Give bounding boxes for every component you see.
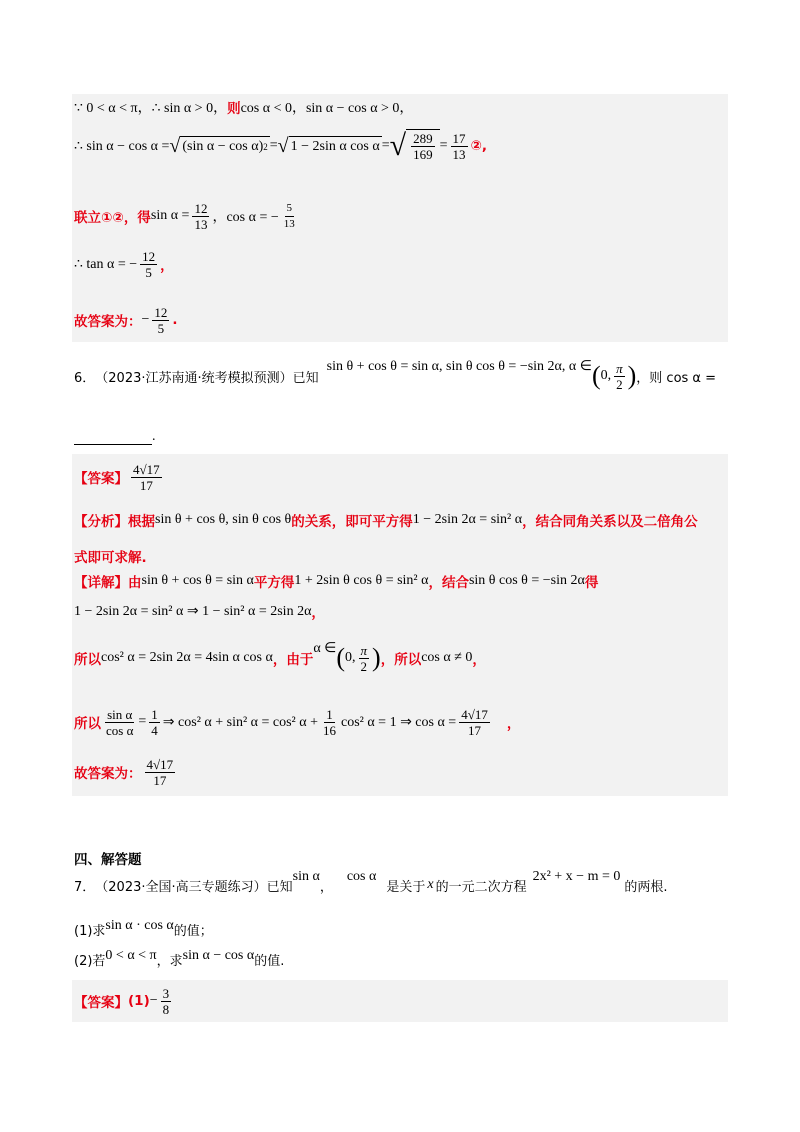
math-text: −: [141, 312, 150, 327]
denominator: 169: [413, 147, 433, 162]
denominator: 13: [452, 146, 466, 162]
paren: (: [336, 643, 346, 672]
analysis-line-1: [74, 508, 698, 532]
answer-label: 故答案为：: [74, 314, 142, 330]
math-text: .: [152, 429, 156, 444]
math-text: cos α ≠ 0: [421, 650, 473, 665]
answer-line-q7: [74, 982, 174, 1020]
math-text: cos² α = 2sin 2α = 4sin α cos α: [101, 650, 273, 665]
math-text: (sin α − cos α): [182, 138, 264, 154]
numerator: 4√17: [146, 756, 174, 772]
red-text: 式即可求解.: [74, 550, 147, 566]
q7-part-1: [74, 918, 213, 940]
math-text: 0,: [345, 650, 356, 665]
detail-line-1: [74, 570, 598, 592]
answer-line-top: [74, 302, 178, 338]
math-text: cos α < 0，sin α − cos α > 0，: [240, 101, 414, 116]
denominator: 13: [194, 216, 208, 232]
paren: (: [591, 361, 601, 390]
answer-blank-line: [74, 428, 156, 446]
math-text: sin θ + cos θ = sin α: [141, 573, 254, 588]
red-text: .: [172, 312, 178, 328]
math-text: ∵ 0 < α < π，∴ sin α > 0，: [74, 101, 228, 116]
math-text: sin θ + cos θ, sin θ cos θ: [155, 512, 292, 527]
detail-line-2: [74, 600, 325, 622]
question-6: [74, 356, 716, 396]
red-text: 由: [128, 575, 142, 591]
numerator: 4√17: [133, 461, 160, 477]
math-text: 1 − 2sin 2α = sin² α: [412, 512, 523, 527]
math-text: =: [269, 138, 278, 153]
analysis-label: 【分析】: [74, 514, 128, 530]
denominator: 4: [151, 722, 158, 738]
red-text: ，结合: [428, 575, 469, 591]
answer-label: 【答案】: [74, 471, 128, 487]
numerator: 3: [162, 985, 170, 1001]
question-text: (2)若: [74, 953, 106, 969]
question-text: (1)求: [74, 923, 106, 939]
answer-label: 【答案】: [74, 995, 128, 1011]
numerator: 12: [142, 248, 156, 264]
denominator: 5: [145, 264, 152, 280]
red-text: ，: [311, 605, 325, 621]
numerator: π: [360, 642, 368, 658]
numerator: 1: [326, 706, 333, 722]
denominator: cos α: [106, 722, 134, 738]
numerator: 5: [285, 201, 295, 217]
question-text: 的值.: [254, 953, 285, 969]
math-text: sin θ cos θ = −sin 2α: [468, 573, 585, 588]
math-text: sin α − cos α: [182, 948, 255, 963]
math-text: 1 + 2sin θ cos θ = sin² α: [294, 573, 429, 588]
question-text: ，求: [156, 953, 183, 969]
numerator: 289: [413, 131, 433, 146]
question-7: [74, 868, 668, 902]
math-text: sin θ + cos θ = sin α, sin θ cos θ = −sin 2α, α ∈: [326, 358, 592, 374]
question-source: （2023·全国·高三专题练习）已知: [95, 879, 293, 895]
denominator: 5: [157, 320, 165, 336]
solution-block-q6: [72, 454, 728, 796]
red-text: 所以: [74, 716, 101, 732]
paren: ): [372, 643, 381, 672]
red-text: ，: [160, 258, 174, 274]
denominator: 16: [322, 722, 336, 738]
answer-blank: [74, 430, 152, 445]
question-text: ，: [319, 879, 333, 895]
math-text: 1 − 2sin α cos α: [289, 136, 382, 156]
math-text: α ∈: [313, 640, 337, 656]
math-text: sin α: [292, 869, 320, 884]
solution-line-2: [74, 124, 487, 168]
red-text: ，: [506, 716, 521, 732]
math-text: ，cos α = −: [212, 210, 279, 225]
question-source: （2023·江苏南通·统考模拟预测）已知: [95, 370, 319, 386]
math-text: sin α =: [150, 208, 190, 223]
denominator: 13: [283, 217, 295, 230]
math-text: cos² α = 1 ⇒ cos α =: [340, 714, 457, 730]
math-text: 2x² + x − m = 0: [532, 869, 621, 884]
sqrt: √ $\frac{289}{169}$: [390, 129, 440, 163]
q7-part-2: [74, 948, 284, 970]
math-text: x: [427, 877, 434, 892]
red-text: ②,: [470, 138, 488, 154]
analysis-line-2: [74, 544, 147, 568]
question-number: 6．: [74, 370, 96, 386]
numerator: 1: [151, 706, 158, 722]
detail-line-3: [74, 636, 486, 680]
numerator: 17: [452, 130, 466, 146]
red-text: 联立①②，得: [74, 210, 151, 226]
paren: ): [627, 361, 637, 390]
red-text: ，结合同角关系以及二倍角公: [522, 514, 698, 530]
question-text: 的两根.: [624, 879, 668, 895]
red-text: 平方得: [253, 575, 295, 591]
math-text: ∴ tan α = −: [74, 256, 138, 272]
denominator: 2: [360, 658, 368, 674]
detail-label: 【详解】: [74, 575, 128, 591]
math-text: 0,: [600, 368, 612, 383]
math-text: =: [439, 138, 448, 153]
question-number: 7．: [74, 879, 96, 895]
denominator: 2: [616, 376, 623, 392]
sqrt: √ 1 − 2sin α cos α: [277, 135, 380, 157]
red-text: 则: [227, 101, 241, 117]
sqrt: √ (sin α − cos α) 2: [169, 135, 268, 157]
denominator: 8: [162, 1001, 170, 1017]
red-text: ，: [472, 652, 486, 668]
math-text: =: [138, 714, 147, 729]
question-text: ，则 cos α =: [636, 370, 717, 386]
answer-line-q6: [74, 458, 165, 496]
math-text: =: [381, 138, 390, 153]
question-text: 是关于: [386, 879, 426, 895]
solution-line-4: [74, 246, 174, 282]
denominator: 17: [468, 722, 482, 738]
red-text: 的关系，即可平方得: [291, 514, 413, 530]
answer-part: (1): [128, 993, 150, 1009]
numerator: 12: [194, 200, 208, 216]
section-heading: 四、解答题: [74, 852, 142, 868]
math-text: 0 < α < π: [105, 948, 157, 963]
detail-line-4: [74, 702, 520, 742]
red-text: 所以: [74, 652, 101, 668]
numerator: 4√17: [461, 706, 488, 722]
math-text: cos α: [346, 869, 377, 884]
red-text: ，由于: [272, 652, 314, 668]
red-text: 根据: [128, 514, 155, 530]
math-text: 1 − 2sin 2α = sin² α ⇒ 1 − sin² α = 2sin 2α: [74, 603, 312, 619]
answer-line-q6-final: [74, 752, 178, 792]
math-text: −: [149, 993, 158, 1008]
numerator: sin α: [107, 706, 133, 722]
solution-line-1: [74, 96, 413, 118]
numerator: π: [616, 360, 623, 376]
question-text: 的一元二次方程: [435, 879, 527, 895]
question-text: 的值；: [173, 923, 213, 939]
math-text: ⇒ cos² α + sin² α = cos² α +: [162, 714, 318, 730]
red-text: 得: [584, 575, 599, 591]
denominator: 17: [139, 477, 153, 493]
solution-line-3: [74, 198, 300, 234]
denominator: 17: [153, 772, 167, 788]
numerator: 12: [154, 304, 168, 320]
section-title: [74, 848, 142, 868]
answer-label: 故答案为：: [74, 766, 142, 782]
math-text: sin α · cos α: [105, 918, 174, 933]
red-text: ，所以: [380, 652, 422, 668]
math-text: ∴ sin α − cos α =: [74, 138, 170, 154]
